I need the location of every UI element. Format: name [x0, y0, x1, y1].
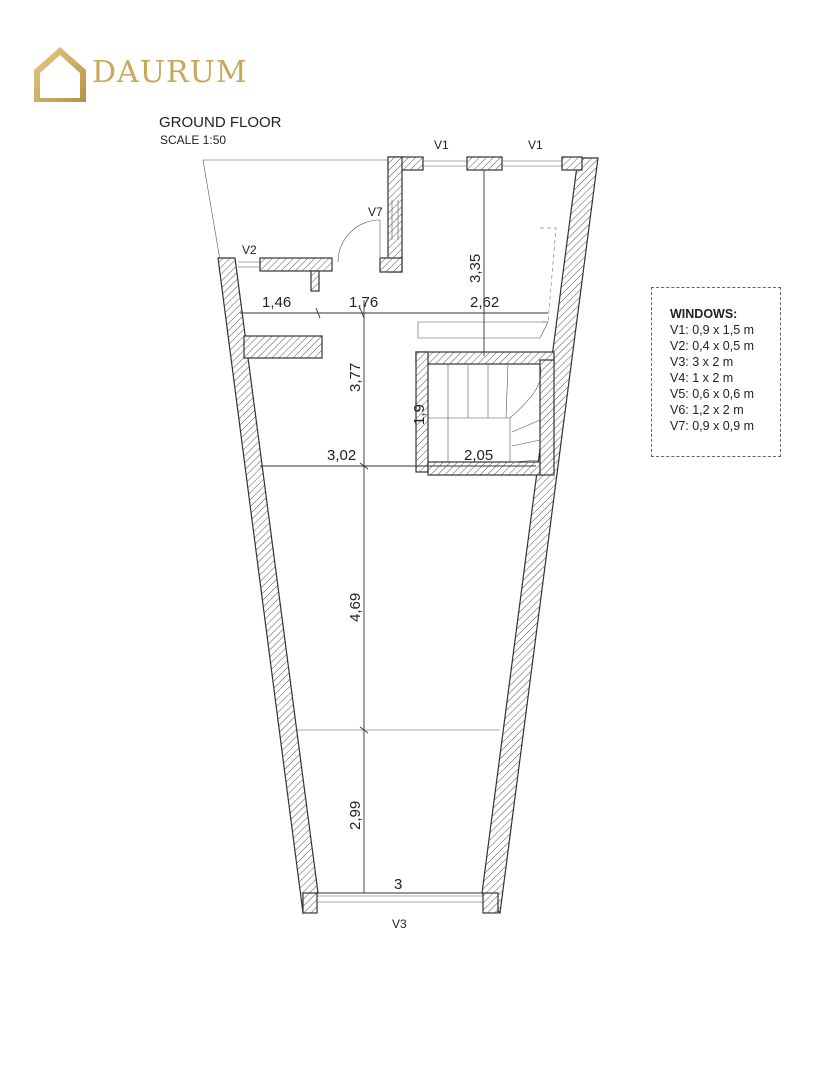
small-room-wall [244, 336, 322, 358]
door-swing [338, 220, 380, 262]
dimension-4-69: 4,69 [347, 592, 364, 622]
right-outer-wall [482, 158, 598, 913]
dimension-1-9: 1,9 [411, 404, 428, 425]
window-v1b [502, 161, 562, 166]
dimension-2-05: 2,05 [464, 447, 494, 464]
plan-title: GROUND FLOOR [159, 114, 282, 131]
legend-item: V2: 0,4 x 0,5 m [670, 339, 755, 353]
top-wall-mid [467, 157, 502, 170]
label-v7: V7 [368, 205, 383, 219]
bottom-wall-left [303, 893, 317, 913]
label-v3: V3 [392, 917, 407, 931]
top-wall-right [562, 157, 582, 170]
windows-legend [651, 287, 781, 457]
daurum-logo [34, 47, 248, 102]
legend-item: V3: 3 x 2 m [670, 355, 734, 369]
stair-right-wall [540, 360, 554, 475]
inner-wall-corner [380, 258, 402, 272]
window-v3 [317, 896, 483, 902]
brand-name: DAURUM [92, 55, 248, 90]
legend-item: V5: 0,6 x 0,6 m [670, 387, 755, 401]
plan-scale: SCALE 1:50 [160, 133, 227, 147]
window-v2 [238, 262, 260, 267]
label-v2: V2 [242, 243, 257, 257]
dimension-2-62: 2,62 [470, 294, 500, 311]
legend-item: V1: 0,9 x 1,5 m [670, 323, 755, 337]
dimension-1-76: 1,76 [349, 294, 379, 311]
window-v1a [423, 161, 467, 166]
dimension-2-99: 2,99 [347, 800, 364, 830]
legend-item: V7: 0,9 x 0,9 m [670, 419, 755, 433]
legend-title: WINDOWS: [670, 307, 738, 321]
dimension-1-46: 1,46 [262, 294, 292, 311]
legend-item: V6: 1,2 x 2 m [670, 403, 744, 417]
dimension-3: 3 [394, 876, 403, 893]
stair-top-wall [416, 352, 554, 364]
wall-v2 [260, 258, 332, 271]
house-logo-icon [34, 47, 86, 102]
dimension-3-02: 3,02 [327, 447, 357, 464]
dimension-3-35: 3,35 [467, 253, 484, 283]
legend-item: V4: 1 x 2 m [670, 371, 734, 385]
wall-stub [311, 271, 319, 291]
label-v1-right: V1 [528, 138, 543, 152]
label-v1-left: V1 [434, 138, 449, 152]
inner-wall-vertical [388, 157, 402, 272]
bottom-wall-right [483, 893, 498, 913]
dimension-3-77: 3,77 [347, 362, 364, 392]
